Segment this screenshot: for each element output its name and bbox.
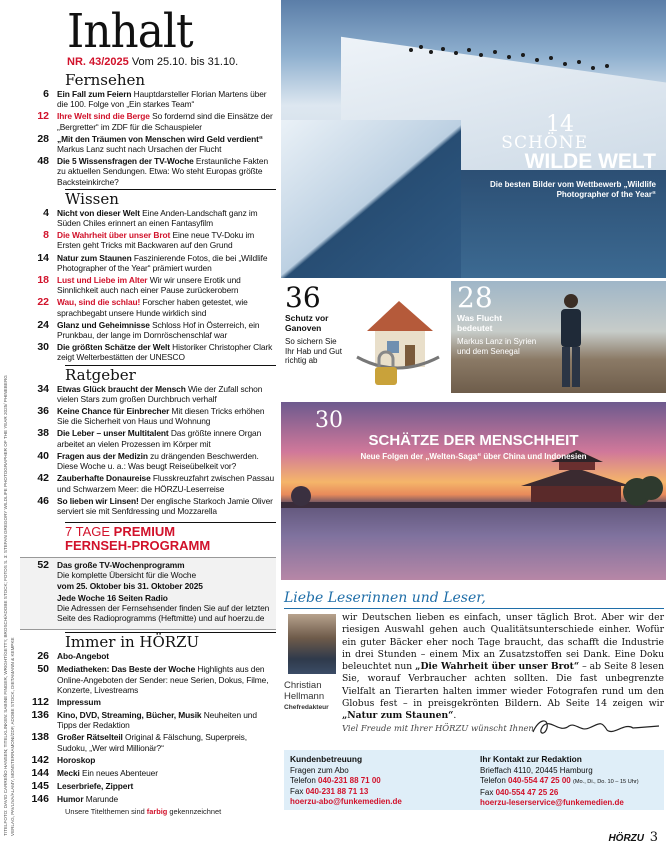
toc-entry-headline: Ein Fall zum Feiern: [57, 89, 132, 99]
toc-page-number: 6: [43, 88, 49, 100]
toc-entry-text: [57, 384, 276, 404]
toc-page-number: 12: [37, 110, 49, 123]
toc-page-number: 14: [37, 251, 49, 264]
toc-entry-text: [57, 428, 276, 448]
toc-entry-text: [57, 253, 276, 273]
toc-page-number: 4: [43, 206, 49, 219]
toc-entry-headline: Die größten Schätze der Welt: [57, 342, 170, 353]
toc-entry[interactable]: [20, 342, 276, 362]
person-icon: [541, 289, 601, 393]
toc-entry-text: [57, 664, 276, 695]
toc-entry-description: Wir wir unsere Erotik und Sinnlichkeit auch nach einer Pause zurückerobern: [57, 275, 241, 296]
contact-customer-service: [284, 750, 474, 810]
customer-service-phone: [290, 776, 468, 787]
toc-page-number: 50: [37, 663, 49, 676]
toc-entry[interactable]: [20, 651, 276, 662]
toc-entry-headline: So lieben wir Linsen!: [57, 495, 139, 506]
house-title: Schutz vor Ganoven: [285, 313, 329, 333]
toc-entry[interactable]: [20, 781, 276, 792]
toc-entry-description: Die komplette Übersicht für die Woche: [57, 570, 197, 581]
toc-entry[interactable]: [20, 496, 276, 516]
toc-entry-headline: Die Wahrheit über unser Brot: [57, 230, 171, 241]
toc-entry-description: Historiker Christopher Clark zeigt Welterbestätten der UNESCO: [57, 342, 273, 363]
toc-entry-text: [57, 89, 276, 109]
toc-entry-description: So fordernd sind die Einsätze der „Bergretter“ im ZDF für die Schauspieler: [57, 111, 273, 132]
footnote-text-b: gekennzeichnet: [169, 806, 222, 816]
toc-entry-headline: Horoskop: [57, 754, 96, 765]
phone-number[interactable]: 040-231 88 71 00: [318, 776, 381, 785]
toc-page-number: 142: [31, 753, 49, 766]
toc-page-number: 26: [37, 650, 49, 663]
toc-page-number: 34: [37, 382, 49, 395]
teaser-house[interactable]: [281, 281, 450, 393]
letter-body-b: „Die Wahrheit über unser Brot“: [415, 661, 580, 673]
toc-page-number: 145: [31, 779, 49, 792]
toc-entry-description: zu drängenden Beschwerden. Diese Woche u. a.: Was beugt Reiseübelkeit vor?: [57, 450, 259, 472]
toc-entry-description: Original & Fälschung, Superpreis, Sudoku, „Wer wird Millionär?“: [57, 732, 247, 753]
toc-entry[interactable]: [20, 320, 276, 340]
toc-entry-text: [57, 560, 276, 591]
letter-heading: Liebe Leserinnen und Leser,: [284, 590, 664, 609]
toc-entry-text: [57, 134, 276, 154]
photo-credits: TITELFOTO: DAVID CARREÑO HANSEN; TITELKLINKEN: SABINE FINGER, WRIGHT/GETTY, BROSCH/ADOBE STOCK; FOTOS S. 3: STEFAN GREGORY WILDLIFE PHOTOGRAPHER OF THE YEAR 2025/ PHINEBERG VERLAG, PAVLIVA/ALAMY, MONSTERRAMONI/ZDF, ADOBE STOCK, DIETAMANN & KEMPKE: [3, 375, 15, 836]
toc-entry-description: Erstaunliche Fakten zu aktuellen Sendungen. Etwa: Wo steht Europas größte Backsteinkirche?: [57, 156, 269, 187]
toc-entry-headline: „Mit den Träumen von Menschen wird Geld verdient“: [57, 133, 263, 144]
toc-entry-text: [57, 768, 276, 779]
fax-number: 040-231 88 71 13: [305, 786, 369, 796]
editorial-email[interactable]: hoerzu-leserservice@funkemedien.de: [480, 798, 624, 807]
toc-entry-description: Forscher haben getestet, wie sprachbegabt unsere Hunde wirklich sind: [57, 297, 248, 318]
flucht-page-number: 28: [457, 281, 493, 314]
program-heading-sub: FERNSEH-PROGRAMM: [65, 538, 211, 554]
toc-page-number: 144: [31, 766, 49, 779]
fax-label: Fax: [290, 786, 304, 796]
phone-label: Telefon: [480, 776, 506, 785]
toc-entry-text: [57, 320, 276, 340]
section-heading-ratgeber: Ratgeber: [65, 365, 276, 384]
section-list-ratgeber: [20, 384, 276, 516]
toc-entry-text: [57, 710, 276, 730]
toc-entry-headline: Leserbriefe, Zippert: [57, 780, 134, 791]
phone-label: Telefon: [290, 776, 316, 785]
toc-entry-headline: Ihre Welt sind die Berge: [57, 111, 150, 122]
toc-entry-text: [57, 697, 276, 708]
toc-entry-text: [57, 208, 276, 228]
toc-entry-description: Ein neues Abenteuer: [82, 767, 158, 778]
section-heading-wissen: Wissen: [65, 189, 276, 208]
letter-body-e: .: [453, 710, 457, 722]
signature-icon: [529, 716, 664, 738]
hero-page-number: 14: [546, 112, 574, 137]
toc-entry[interactable]: [20, 451, 276, 471]
page-title: Inhalt: [67, 8, 193, 59]
toc-entry-description: Marunde: [85, 793, 119, 804]
toc-entry-headline: Jede Woche 16 Seiten Radio: [57, 592, 168, 603]
toc-entry[interactable]: [20, 710, 276, 730]
toc-entry-headline: Großer Rätselteil: [57, 732, 123, 743]
toc-page-number: 52: [37, 559, 49, 572]
toc-entry[interactable]: [20, 134, 276, 154]
customer-service-line1: Fragen zum Abo: [290, 765, 349, 775]
editor-name: Christian Hellmann: [284, 680, 325, 702]
issue-number: NR. 43/2025: [67, 56, 129, 68]
letter-body-a: wir Deutschen lieben es einfach, unser täglich Brot. Aber wir der riesigen Auswahl gehen auch Qualitätsunterschiede einher. Wofür ein guter Bäcker eher noch Tage braucht, das schafft die Industrie in drei Stunden – einem Mix an Zusatzstoffen sei Dank. Eine Doku beleuchtet nun: [342, 612, 664, 673]
toc-entry-headline: Das große TV-Wochenprogramm: [57, 560, 185, 571]
toc-entry-text: [57, 297, 276, 317]
phone-hours: (Mo., Di., Do. 10 – 15 Uhr): [573, 779, 639, 785]
hero-subtitle: Die besten Bilder vom Wettbewerb „Wildlife Photographer of the Year“: [489, 180, 656, 199]
house-subtitle: So sichern Sie Ihr Hab und Gut richtig ab: [285, 337, 342, 365]
toc-entry-headline: Natur zum Staunen: [57, 252, 132, 263]
china-subtitle: Neue Folgen der „Welten-Saga“ über China und Indonesien: [360, 452, 587, 461]
toc-entry[interactable]: [20, 768, 276, 779]
footnote: [65, 807, 276, 816]
toc-entry[interactable]: [20, 297, 276, 317]
toc-entry-description: Hauptdarsteller Florian Martens über die 100. Folge von „Ein starkes Team“: [57, 89, 267, 110]
toc-entry-description: Eine Anden-Landschaft ganz im Süden Chiles erinnert an einen Fantasyfilm: [57, 207, 258, 229]
toc-entry-description: Schloss Hof in Österreich, ein Prunkbau, der lange im Dornröschenschlaf war: [57, 319, 260, 341]
toc-entry-headline: Kino, DVD, Streaming, Bücher, Musik: [57, 709, 202, 720]
toc-entry[interactable]: [20, 732, 276, 752]
toc-page-number: 18: [37, 274, 49, 287]
toc-page-number: 112: [32, 695, 49, 708]
editor-role: Chefredakteur: [284, 704, 329, 711]
editorial-contact-title: Ihr Kontakt zur Redaktion: [480, 754, 582, 764]
program-heading-premium: PREMIUM: [113, 524, 176, 540]
toc-entry-description: Markus Lanz sucht nach Ursachen der Flucht: [57, 144, 222, 155]
toc-entry[interactable]: [20, 208, 276, 228]
toc-page-number: 138: [31, 731, 49, 744]
toc-entry-description: Flusskreuzfahrt zwischen Passau und Schwarzem Meer: die HÖRZU-Leserreise: [57, 473, 275, 494]
toc-entry[interactable]: [20, 755, 276, 766]
toc-entry[interactable]: [20, 230, 276, 250]
footnote-text-a: Unsere Titelthemen sind: [65, 806, 145, 816]
toc-entry[interactable]: [20, 593, 276, 624]
hero-image-penguins[interactable]: [281, 0, 666, 278]
toc-entry-description: Die Adressen der Fernsehsender finden Sie auf der letzten Seite des Radioprogramms (Heftmitte) und auf hoerzu.de: [57, 602, 270, 624]
section-list-hoerzu: [20, 651, 276, 804]
page-number: 3: [649, 830, 658, 845]
house-lock-icon: [347, 287, 447, 391]
toc-entry[interactable]: [20, 560, 276, 591]
toc-entry-description: Wie der Zufall schon vielen Stars zum großen Durchbruch verhalf: [57, 383, 263, 404]
toc-page-number: 136: [31, 708, 49, 721]
editor-portrait: [288, 614, 336, 674]
toc-entry-text: [57, 732, 276, 752]
letter-body-c: – ab Seite 8 lesen Sie, worauf Verbraucher achten sollten. Die fast unbegrenzte Vielfalt an Tierarten halten immer wieder Fotografen rund um den Globus fest – in preisgekrönten Bildern. Ab Seite 14 zeigen wir: [342, 661, 664, 710]
customer-service-title: Kundenbetreuung: [290, 754, 363, 764]
fax-number: 040-554 47 25 26: [495, 787, 559, 797]
toc-entry-headline: Mediatheken: Das Beste der Woche: [57, 664, 196, 675]
toc-page-number: 30: [37, 341, 49, 354]
table-of-contents: [20, 8, 276, 850]
hero-title-line1: SCHÖNE: [501, 133, 588, 153]
issue-dates: Vom 25.10. bis 31.10.: [131, 56, 239, 68]
flucht-subtitle: Markus Lanz in Syrien und dem Senegal: [457, 337, 537, 356]
toc-entry-text: [57, 794, 276, 805]
letter-body-d: „Natur zum Staunen“: [342, 710, 454, 722]
penguin-icon: [281, 0, 666, 278]
toc-entry-headline: Glanz und Geheimnisse: [57, 319, 150, 330]
toc-entry-headline: Abo-Angebot: [57, 651, 109, 662]
toc-entry-text: [57, 651, 276, 662]
toc-page-number: 46: [37, 494, 49, 507]
toc-entry[interactable]: [20, 664, 276, 695]
program-heading: [65, 522, 276, 539]
toc-entry-description: Neuheiten und Tipps der Redaktion: [57, 709, 257, 731]
phone-number[interactable]: 040-554 47 25 00: [508, 776, 571, 785]
toc-page-number: 24: [37, 318, 49, 331]
section-list-fernsehen: [20, 89, 276, 187]
toc-entry-headline: Keine Chance für Einbrecher: [57, 406, 170, 417]
toc-page-number: 36: [37, 405, 49, 418]
toc-entry-text: [57, 342, 276, 362]
toc-entry-text: [57, 406, 276, 426]
section-heading-fernsehen: Fernsehen: [65, 71, 146, 89]
toc-entry[interactable]: [20, 384, 276, 404]
section-heading-hoerzu: Immer in HÖRZU: [65, 632, 276, 651]
toc-entry-description: Das größte innere Organ arbeitet an vielen Prozessen im Körper mit: [57, 428, 262, 449]
toc-entry-headline: Impressum: [57, 696, 101, 707]
toc-entry-text: [57, 496, 276, 516]
program-heading-days: 7 TAGE: [65, 524, 111, 540]
teaser-flucht[interactable]: [451, 281, 666, 393]
toc-entry-headline: Etwas Glück braucht der Mensch: [57, 383, 186, 394]
toc-entry-headline: Die 5 Wissensfragen der TV-Woche: [57, 156, 194, 167]
toc-entry[interactable]: [20, 253, 276, 273]
toc-entry-headline: Fragen aus der Medizin: [57, 450, 148, 461]
editorial-address: Brieffach 4110, 20445 Hamburg: [480, 765, 593, 775]
contact-editorial: [474, 750, 664, 810]
toc-entry[interactable]: [20, 111, 276, 131]
toc-entry-headline: Nicht von dieser Welt: [57, 207, 140, 218]
toc-entry-text: [57, 451, 276, 471]
toc-page-number: 42: [37, 472, 49, 485]
toc-entry-description: Faszinierende Fotos, die bei „Wildlife Photographer of the Year“ prämiert wurden: [57, 252, 268, 273]
letter-signoff: Viel Freude mit Ihrer HÖRZU wünscht Ihnen: [342, 723, 534, 733]
toc-entry[interactable]: [20, 428, 276, 448]
section-list-programm: [20, 557, 276, 630]
toc-entry-text: [57, 473, 276, 493]
toc-page-number: 8: [43, 229, 49, 242]
toc-entry-description: Eine neue TV-Doku im Ersten geht Tricks mit Backwaren auf den Grund: [57, 230, 255, 251]
section-list-wissen: [20, 208, 276, 363]
toc-entry[interactable]: [20, 275, 276, 295]
toc-entry[interactable]: [20, 697, 276, 708]
customer-service-email[interactable]: hoerzu-abo@funkemedien.de: [290, 797, 402, 806]
toc-page-number: 40: [37, 449, 49, 462]
toc-entry[interactable]: [20, 473, 276, 493]
customer-service-fax: [290, 787, 468, 798]
toc-entry-headline: Mecki: [57, 767, 80, 778]
toc-entry-headline: Zauberhafte Donaureise: [57, 473, 151, 484]
toc-entry-headline: Lust und Liebe im Alter: [57, 275, 148, 286]
hero-title-line2: WILDE WELT: [524, 150, 656, 173]
toc-entry-description: Highlights aus den Online-Angeboten der Sender: neue Serien, Dokus, Filme, Konzerte, Livestreams: [57, 664, 269, 695]
toc-entry-text: [57, 230, 276, 250]
editorial-letter: [284, 590, 664, 746]
toc-entry-headline: Die Leber – unser Multitalent: [57, 428, 169, 439]
toc-page-number: 38: [37, 427, 49, 440]
toc-entry-text: [57, 156, 276, 187]
china-title: SCHÄTZE DER MENSCHHEIT: [368, 432, 579, 449]
toc-entry-text: [57, 593, 276, 624]
editorial-fax: [480, 788, 658, 799]
toc-page-number: 48: [37, 155, 49, 168]
teaser-china[interactable]: [281, 402, 666, 580]
brand-logo: HÖRZU: [608, 833, 644, 844]
toc-entry-text: [57, 275, 276, 295]
toc-entry-headline: Wau, sind die schlau!: [57, 297, 141, 308]
contact-box: [284, 750, 664, 810]
toc-entry[interactable]: [20, 406, 276, 426]
toc-page-number: 22: [37, 296, 49, 309]
toc-entry-text: [57, 781, 276, 792]
toc-page-number: 146: [31, 792, 49, 805]
toc-entry-text: [57, 755, 276, 766]
toc-entry-dates: vom 25. Oktober bis 31. Oktober 2025: [57, 580, 203, 591]
toc-entry[interactable]: [20, 794, 276, 805]
toc-entry-text: [57, 111, 276, 131]
china-page-number: 30: [315, 408, 343, 433]
toc-entry[interactable]: [20, 89, 276, 109]
toc-page-number: 28: [37, 132, 49, 145]
toc-entry-description: Mit diesen Tricks erhöhen Sie die Sicherheit von Haus und Wohnung: [57, 406, 265, 427]
toc-entry-headline: Humor: [57, 793, 84, 804]
toc-page-number: [20, 593, 57, 624]
footnote-text-red: farbig: [146, 806, 168, 816]
letter-body: [342, 612, 664, 723]
editorial-phone: [480, 776, 658, 788]
fax-label: Fax: [480, 787, 494, 797]
house-page-number: 36: [285, 281, 321, 314]
flucht-title: Was Flucht bedeutet: [457, 313, 503, 333]
toc-entry[interactable]: [20, 156, 276, 187]
toc-entry-description: Der englische Starkoch Jamie Oliver serviert sie mit Senfdressing und Mozzarella: [57, 495, 273, 516]
